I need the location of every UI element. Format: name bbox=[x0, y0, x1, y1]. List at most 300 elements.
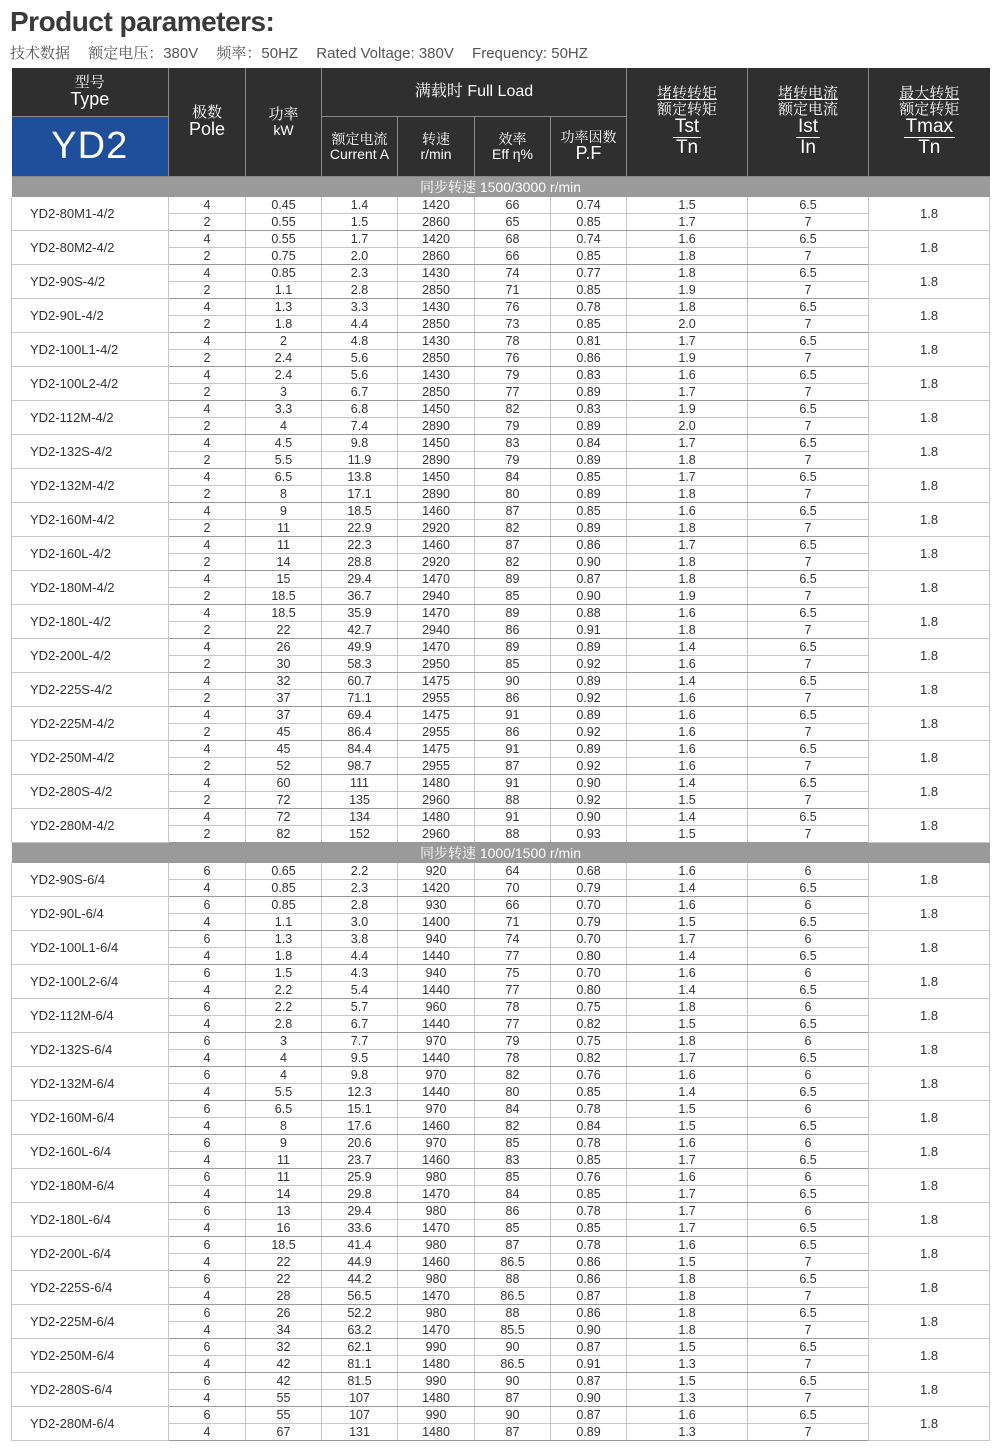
ist-ratio-cell: 6.5 bbox=[748, 1050, 869, 1067]
pole-cell: 2 bbox=[169, 486, 246, 503]
tmax-ratio-cell: 1.8 bbox=[869, 863, 990, 897]
kw-cell: 22 bbox=[246, 622, 322, 639]
eff-cell: 75 bbox=[475, 965, 551, 982]
current-cell: 152 bbox=[322, 826, 398, 843]
pole-cell: 2 bbox=[169, 758, 246, 775]
speed-cell: 1460 bbox=[398, 1152, 475, 1169]
kw-cell: 9 bbox=[246, 1135, 322, 1152]
tst-ratio-cell: 1.7 bbox=[627, 469, 748, 486]
speed-cell: 990 bbox=[398, 1373, 475, 1390]
table-row bbox=[12, 299, 990, 316]
header-kw-cn: 功率 bbox=[268, 105, 299, 123]
current-cell: 35.9 bbox=[322, 605, 398, 622]
pf-cell: 0.68 bbox=[551, 863, 627, 880]
speed-cell: 1440 bbox=[398, 1016, 475, 1033]
pole-cell: 2 bbox=[169, 588, 246, 605]
tst-ratio-cell: 1.4 bbox=[627, 809, 748, 826]
current-cell: 7.4 bbox=[322, 418, 398, 435]
pf-cell: 0.87 bbox=[551, 1288, 627, 1305]
tmax-ratio-cell: 1.8 bbox=[869, 1305, 990, 1339]
table-row bbox=[12, 999, 990, 1016]
eff-cell: 84 bbox=[475, 1101, 551, 1118]
current-cell: 1.7 bbox=[322, 231, 398, 248]
pole-cell: 4 bbox=[169, 673, 246, 690]
tst-ratio-cell: 1.4 bbox=[627, 948, 748, 965]
kw-cell: 0.85 bbox=[246, 880, 322, 897]
speed-cell: 980 bbox=[398, 1237, 475, 1254]
pf-cell: 0.86 bbox=[551, 1305, 627, 1322]
table-row bbox=[12, 1237, 990, 1254]
ist-ratio-cell: 7 bbox=[748, 826, 869, 843]
tst-ratio-cell: 1.5 bbox=[627, 1101, 748, 1118]
header-tmax-num: Tmax bbox=[905, 116, 954, 138]
current-cell: 2.0 bbox=[322, 248, 398, 265]
pf-cell: 0.70 bbox=[551, 965, 627, 982]
header-pf-en: P.F bbox=[575, 143, 602, 164]
eff-cell: 82 bbox=[475, 1067, 551, 1084]
speed-cell: 2940 bbox=[398, 588, 475, 605]
speed-cell: 1420 bbox=[398, 880, 475, 897]
tmax-ratio-cell: 1.8 bbox=[869, 1067, 990, 1101]
table-row bbox=[12, 1305, 990, 1322]
speed-cell: 1460 bbox=[398, 537, 475, 554]
pf-cell: 0.87 bbox=[551, 571, 627, 588]
ist-ratio-cell: 6 bbox=[748, 1067, 869, 1084]
pole-cell: 4 bbox=[169, 1390, 246, 1407]
current-cell: 6.8 bbox=[322, 401, 398, 418]
pf-cell: 0.78 bbox=[551, 1237, 627, 1254]
pf-cell: 0.89 bbox=[551, 384, 627, 401]
header-ist-cn2: 额定电流 bbox=[778, 100, 839, 118]
model-cell: YD2-100L1-6/4 bbox=[12, 931, 169, 965]
speed-cell: 1460 bbox=[398, 1118, 475, 1135]
pf-cell: 0.79 bbox=[551, 914, 627, 931]
table-row bbox=[12, 1271, 990, 1288]
speed-cell: 960 bbox=[398, 999, 475, 1016]
section-title: 同步转速 1500/3000 r/min bbox=[12, 177, 990, 198]
kw-cell: 1.5 bbox=[246, 965, 322, 982]
pole-cell: 4 bbox=[169, 1254, 246, 1271]
kw-cell: 4.5 bbox=[246, 435, 322, 452]
eff-cell: 74 bbox=[475, 931, 551, 948]
kw-cell: 14 bbox=[246, 554, 322, 571]
speed-cell: 940 bbox=[398, 931, 475, 948]
kw-cell: 6.5 bbox=[246, 1101, 322, 1118]
model-cell: YD2-250M-6/4 bbox=[12, 1339, 169, 1373]
current-cell: 36.7 bbox=[322, 588, 398, 605]
section-header bbox=[12, 177, 990, 198]
tst-ratio-cell: 1.8 bbox=[627, 486, 748, 503]
pf-cell: 0.92 bbox=[551, 724, 627, 741]
pole-cell: 4 bbox=[169, 809, 246, 826]
tst-ratio-cell: 1.8 bbox=[627, 452, 748, 469]
ist-ratio-cell: 6.5 bbox=[748, 1186, 869, 1203]
speed-cell: 1430 bbox=[398, 265, 475, 282]
model-cell: YD2-160L-6/4 bbox=[12, 1135, 169, 1169]
pf-cell: 0.88 bbox=[551, 605, 627, 622]
header-ist-cn1: 堵转电流 bbox=[778, 84, 839, 102]
header-type-en: Type bbox=[70, 89, 110, 110]
eff-cell: 89 bbox=[475, 605, 551, 622]
pole-cell: 2 bbox=[169, 350, 246, 367]
ist-ratio-cell: 6.5 bbox=[748, 914, 869, 931]
pf-cell: 0.84 bbox=[551, 1118, 627, 1135]
tst-ratio-cell: 1.8 bbox=[627, 265, 748, 282]
model-cell: YD2-180L-4/2 bbox=[12, 605, 169, 639]
kw-cell: 4 bbox=[246, 1050, 322, 1067]
eff-cell: 88 bbox=[475, 1271, 551, 1288]
pf-cell: 0.85 bbox=[551, 469, 627, 486]
tmax-ratio-cell: 1.8 bbox=[869, 1101, 990, 1135]
kw-cell: 16 bbox=[246, 1220, 322, 1237]
table-row bbox=[12, 401, 990, 418]
table-row bbox=[12, 897, 990, 914]
speed-cell: 940 bbox=[398, 965, 475, 982]
eff-cell: 83 bbox=[475, 435, 551, 452]
pf-cell: 0.91 bbox=[551, 622, 627, 639]
pole-cell: 6 bbox=[169, 1237, 246, 1254]
eff-cell: 84 bbox=[475, 1186, 551, 1203]
tst-ratio-cell: 1.8 bbox=[627, 1033, 748, 1050]
ist-ratio-cell: 7 bbox=[748, 452, 869, 469]
speed-cell: 2955 bbox=[398, 724, 475, 741]
table-row bbox=[12, 1373, 990, 1390]
model-cell: YD2-280S-4/2 bbox=[12, 775, 169, 809]
speed-cell: 970 bbox=[398, 1101, 475, 1118]
speed-cell: 2920 bbox=[398, 554, 475, 571]
kw-cell: 42 bbox=[246, 1373, 322, 1390]
speed-cell: 2850 bbox=[398, 316, 475, 333]
ist-ratio-cell: 6.5 bbox=[748, 948, 869, 965]
model-cell: YD2-160M-4/2 bbox=[12, 503, 169, 537]
tst-ratio-cell: 2.0 bbox=[627, 316, 748, 333]
section-title: 同步转速 1000/1500 r/min bbox=[12, 843, 990, 864]
pf-cell: 0.87 bbox=[551, 1339, 627, 1356]
pf-cell: 0.90 bbox=[551, 775, 627, 792]
ist-ratio-cell: 6.5 bbox=[748, 1152, 869, 1169]
pf-cell: 0.84 bbox=[551, 435, 627, 452]
pole-cell: 4 bbox=[169, 880, 246, 897]
pf-cell: 0.78 bbox=[551, 299, 627, 316]
kw-cell: 2.2 bbox=[246, 999, 322, 1016]
model-cell: YD2-90L-6/4 bbox=[12, 897, 169, 931]
model-cell: YD2-100L1-4/2 bbox=[12, 333, 169, 367]
tst-ratio-cell: 1.6 bbox=[627, 965, 748, 982]
table-row bbox=[12, 1033, 990, 1050]
ist-ratio-cell: 6 bbox=[748, 1101, 869, 1118]
ist-ratio-cell: 7 bbox=[748, 1390, 869, 1407]
pf-cell: 0.82 bbox=[551, 1050, 627, 1067]
pole-cell: 6 bbox=[169, 1203, 246, 1220]
pole-cell: 2 bbox=[169, 520, 246, 537]
pole-cell: 4 bbox=[169, 1356, 246, 1373]
eff-cell: 85 bbox=[475, 588, 551, 605]
pole-cell: 6 bbox=[169, 1135, 246, 1152]
ist-ratio-cell: 7 bbox=[748, 486, 869, 503]
pf-cell: 0.89 bbox=[551, 1424, 627, 1441]
pole-cell: 4 bbox=[169, 265, 246, 282]
kw-cell: 2.2 bbox=[246, 982, 322, 999]
pf-cell: 0.74 bbox=[551, 197, 627, 214]
kw-cell: 11 bbox=[246, 1169, 322, 1186]
pole-cell: 4 bbox=[169, 639, 246, 656]
model-cell: YD2-200L-4/2 bbox=[12, 639, 169, 673]
ist-ratio-cell: 7 bbox=[748, 520, 869, 537]
tmax-ratio-cell: 1.8 bbox=[869, 1237, 990, 1271]
header-kw-en: kW bbox=[273, 121, 294, 138]
speed-cell: 980 bbox=[398, 1169, 475, 1186]
speed-cell: 1480 bbox=[398, 775, 475, 792]
header-eff bbox=[475, 117, 551, 177]
ist-ratio-cell: 6.5 bbox=[748, 299, 869, 316]
tst-ratio-cell: 1.4 bbox=[627, 982, 748, 999]
kw-cell: 2.4 bbox=[246, 350, 322, 367]
eff-cell: 88 bbox=[475, 792, 551, 809]
pole-cell: 4 bbox=[169, 367, 246, 384]
pole-cell: 6 bbox=[169, 1271, 246, 1288]
current-cell: 2.8 bbox=[322, 897, 398, 914]
current-cell: 2.8 bbox=[322, 282, 398, 299]
speed-cell: 1470 bbox=[398, 605, 475, 622]
model-cell: YD2-280M-4/2 bbox=[12, 809, 169, 843]
pole-cell: 2 bbox=[169, 656, 246, 673]
pole-cell: 2 bbox=[169, 622, 246, 639]
ist-ratio-cell: 6 bbox=[748, 1033, 869, 1050]
pole-cell: 4 bbox=[169, 537, 246, 554]
current-cell: 98.7 bbox=[322, 758, 398, 775]
ist-ratio-cell: 6.5 bbox=[748, 1305, 869, 1322]
header-type bbox=[12, 68, 169, 117]
pole-cell: 4 bbox=[169, 1118, 246, 1135]
ist-ratio-cell: 7 bbox=[748, 282, 869, 299]
header-tst-cn1: 堵转转矩 bbox=[657, 84, 718, 102]
pf-cell: 0.78 bbox=[551, 1203, 627, 1220]
ist-ratio-cell: 6.5 bbox=[748, 1084, 869, 1101]
table-row bbox=[12, 673, 990, 690]
current-cell: 5.6 bbox=[322, 350, 398, 367]
tst-ratio-cell: 1.8 bbox=[627, 571, 748, 588]
pole-cell: 2 bbox=[169, 282, 246, 299]
ist-ratio-cell: 6 bbox=[748, 863, 869, 880]
model-cell: YD2-250M-4/2 bbox=[12, 741, 169, 775]
ist-ratio-cell: 6 bbox=[748, 999, 869, 1016]
pole-cell: 2 bbox=[169, 316, 246, 333]
eff-cell: 77 bbox=[475, 384, 551, 401]
kw-cell: 1.3 bbox=[246, 299, 322, 316]
tst-ratio-cell: 1.8 bbox=[627, 1305, 748, 1322]
pole-cell: 4 bbox=[169, 435, 246, 452]
eff-cell: 82 bbox=[475, 520, 551, 537]
table-row bbox=[12, 265, 990, 282]
ist-ratio-cell: 7 bbox=[748, 1254, 869, 1271]
kw-cell: 55 bbox=[246, 1407, 322, 1424]
kw-cell: 45 bbox=[246, 741, 322, 758]
pole-cell: 4 bbox=[169, 707, 246, 724]
speed-cell: 1470 bbox=[398, 1186, 475, 1203]
tmax-ratio-cell: 1.8 bbox=[869, 435, 990, 469]
kw-cell: 22 bbox=[246, 1271, 322, 1288]
header-full-load: 满载时 Full Load bbox=[322, 68, 627, 117]
model-cell: YD2-200L-6/4 bbox=[12, 1237, 169, 1271]
kw-cell: 0.75 bbox=[246, 248, 322, 265]
speed-cell: 1470 bbox=[398, 1288, 475, 1305]
header-pole-en: Pole bbox=[188, 119, 226, 140]
current-cell: 58.3 bbox=[322, 656, 398, 673]
pole-cell: 2 bbox=[169, 724, 246, 741]
speed-cell: 980 bbox=[398, 1203, 475, 1220]
header-speed-cn: 转速 bbox=[422, 130, 450, 147]
current-cell: 17.6 bbox=[322, 1118, 398, 1135]
speed-cell: 1450 bbox=[398, 469, 475, 486]
model-cell: YD2-132M-6/4 bbox=[12, 1067, 169, 1101]
current-cell: 4.4 bbox=[322, 316, 398, 333]
pf-cell: 0.81 bbox=[551, 333, 627, 350]
current-cell: 17.1 bbox=[322, 486, 398, 503]
tmax-ratio-cell: 1.8 bbox=[869, 503, 990, 537]
eff-cell: 86.5 bbox=[475, 1254, 551, 1271]
subtitle-item: 额定电压：380V bbox=[88, 45, 199, 62]
current-cell: 135 bbox=[322, 792, 398, 809]
ist-ratio-cell: 7 bbox=[748, 418, 869, 435]
kw-cell: 37 bbox=[246, 690, 322, 707]
pf-cell: 0.90 bbox=[551, 1322, 627, 1339]
header-tst-cn2: 额定转矩 bbox=[657, 100, 718, 118]
tst-ratio-cell: 1.8 bbox=[627, 248, 748, 265]
ist-ratio-cell: 6.5 bbox=[748, 1237, 869, 1254]
kw-cell: 11 bbox=[246, 520, 322, 537]
model-cell: YD2-100L2-6/4 bbox=[12, 965, 169, 999]
current-cell: 81.5 bbox=[322, 1373, 398, 1390]
eff-cell: 90 bbox=[475, 1373, 551, 1390]
tst-ratio-cell: 1.4 bbox=[627, 673, 748, 690]
current-cell: 3.8 bbox=[322, 931, 398, 948]
ist-ratio-cell: 7 bbox=[748, 316, 869, 333]
ist-ratio-cell: 6.5 bbox=[748, 809, 869, 826]
tst-ratio-cell: 1.5 bbox=[627, 1373, 748, 1390]
pf-cell: 0.85 bbox=[551, 214, 627, 231]
pole-cell: 2 bbox=[169, 554, 246, 571]
tst-ratio-cell: 1.5 bbox=[627, 197, 748, 214]
tst-ratio-cell: 1.3 bbox=[627, 1424, 748, 1441]
tst-ratio-cell: 1.8 bbox=[627, 1288, 748, 1305]
pf-cell: 0.90 bbox=[551, 554, 627, 571]
speed-cell: 1440 bbox=[398, 948, 475, 965]
eff-cell: 85 bbox=[475, 656, 551, 673]
speed-cell: 1420 bbox=[398, 231, 475, 248]
table-row bbox=[12, 469, 990, 486]
header-ist-ratio bbox=[748, 68, 869, 177]
eff-cell: 82 bbox=[475, 401, 551, 418]
tst-ratio-cell: 1.8 bbox=[627, 1322, 748, 1339]
current-cell: 3.0 bbox=[322, 914, 398, 931]
pole-cell: 4 bbox=[169, 1016, 246, 1033]
pf-cell: 0.90 bbox=[551, 809, 627, 826]
ist-ratio-cell: 6.5 bbox=[748, 571, 869, 588]
ist-ratio-cell: 6 bbox=[748, 1169, 869, 1186]
tmax-ratio-cell: 1.8 bbox=[869, 741, 990, 775]
ist-ratio-cell: 7 bbox=[748, 758, 869, 775]
speed-cell: 1470 bbox=[398, 571, 475, 588]
ist-ratio-cell: 7 bbox=[748, 1288, 869, 1305]
model-cell: YD2-225S-4/2 bbox=[12, 673, 169, 707]
tst-ratio-cell: 1.6 bbox=[627, 367, 748, 384]
pf-cell: 0.93 bbox=[551, 826, 627, 843]
table-row bbox=[12, 1169, 990, 1186]
pole-cell: 4 bbox=[169, 1084, 246, 1101]
pf-cell: 0.80 bbox=[551, 948, 627, 965]
header-pf bbox=[551, 117, 627, 177]
kw-cell: 28 bbox=[246, 1288, 322, 1305]
speed-cell: 2890 bbox=[398, 418, 475, 435]
subtitle-item: 技术数据 bbox=[10, 45, 71, 62]
kw-cell: 11 bbox=[246, 537, 322, 554]
kw-cell: 37 bbox=[246, 707, 322, 724]
eff-cell: 87 bbox=[475, 503, 551, 520]
pf-cell: 0.78 bbox=[551, 1101, 627, 1118]
current-cell: 9.8 bbox=[322, 1067, 398, 1084]
pf-cell: 0.80 bbox=[551, 982, 627, 999]
kw-cell: 26 bbox=[246, 1305, 322, 1322]
speed-cell: 970 bbox=[398, 1067, 475, 1084]
ist-ratio-cell: 6.5 bbox=[748, 231, 869, 248]
current-cell: 1.5 bbox=[322, 214, 398, 231]
pf-cell: 0.89 bbox=[551, 639, 627, 656]
current-cell: 41.4 bbox=[322, 1237, 398, 1254]
tmax-ratio-cell: 1.8 bbox=[869, 1169, 990, 1203]
current-cell: 2.2 bbox=[322, 863, 398, 880]
subtitle-item: Rated Voltage: 380V bbox=[316, 45, 454, 62]
ist-ratio-cell: 6.5 bbox=[748, 1016, 869, 1033]
eff-cell: 71 bbox=[475, 282, 551, 299]
header-speed-en: r/min bbox=[420, 145, 452, 162]
tst-ratio-cell: 1.8 bbox=[627, 554, 748, 571]
kw-cell: 32 bbox=[246, 673, 322, 690]
table-row bbox=[12, 1203, 990, 1220]
current-cell: 49.9 bbox=[322, 639, 398, 656]
tst-ratio-cell: 1.7 bbox=[627, 333, 748, 350]
header-tst-ratio bbox=[627, 68, 748, 177]
speed-cell: 990 bbox=[398, 1339, 475, 1356]
model-cell: YD2-132S-6/4 bbox=[12, 1033, 169, 1067]
tst-ratio-cell: 1.7 bbox=[627, 537, 748, 554]
header-tmax-den: Tn bbox=[918, 137, 941, 159]
speed-cell: 1475 bbox=[398, 741, 475, 758]
speed-cell: 1470 bbox=[398, 1220, 475, 1237]
pole-cell: 6 bbox=[169, 965, 246, 982]
speed-cell: 2860 bbox=[398, 248, 475, 265]
current-cell: 52.2 bbox=[322, 1305, 398, 1322]
kw-cell: 60 bbox=[246, 775, 322, 792]
tst-ratio-cell: 1.7 bbox=[627, 384, 748, 401]
tmax-ratio-cell: 1.8 bbox=[869, 1407, 990, 1441]
pole-cell: 6 bbox=[169, 1373, 246, 1390]
current-cell: 1.4 bbox=[322, 197, 398, 214]
current-cell: 29.8 bbox=[322, 1186, 398, 1203]
eff-cell: 79 bbox=[475, 418, 551, 435]
tst-ratio-cell: 1.6 bbox=[627, 656, 748, 673]
current-cell: 62.1 bbox=[322, 1339, 398, 1356]
speed-cell: 930 bbox=[398, 897, 475, 914]
ist-ratio-cell: 6.5 bbox=[748, 1339, 869, 1356]
speed-cell: 2850 bbox=[398, 282, 475, 299]
pole-cell: 4 bbox=[169, 605, 246, 622]
model-cell: YD2-180M-4/2 bbox=[12, 571, 169, 605]
eff-cell: 78 bbox=[475, 1050, 551, 1067]
current-cell: 29.4 bbox=[322, 571, 398, 588]
pf-cell: 0.82 bbox=[551, 1016, 627, 1033]
table-body bbox=[12, 177, 990, 1441]
model-cell: YD2-112M-6/4 bbox=[12, 999, 169, 1033]
